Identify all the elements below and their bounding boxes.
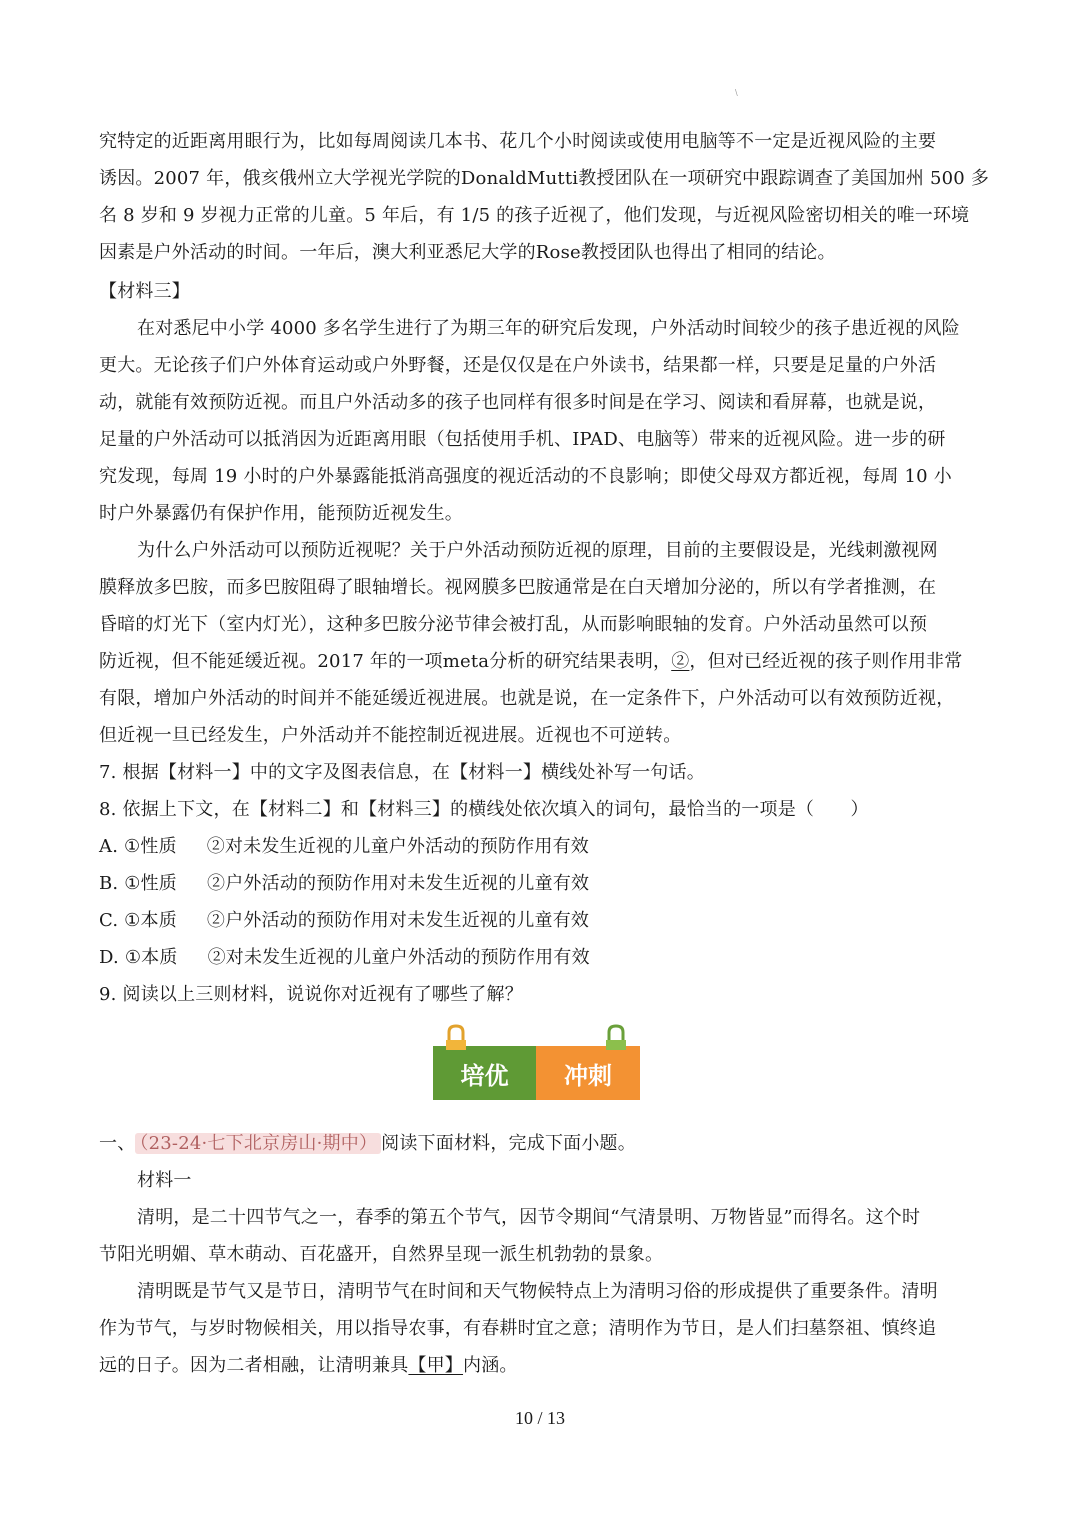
text-line: 清明既是节气又是节日，清明节气在时间和天气物候特点上为清明习俗的形成提供了重要条件。清明 <box>137 1281 938 1302</box>
question-9: 9. 阅读以上三则材料，说说你对近视有了哪些了解？ <box>99 984 523 1005</box>
option-a[interactable] <box>99 834 999 860</box>
option-letter: C. ①本质 <box>99 910 177 931</box>
text-line: 但近视一旦已经发生，户外活动并不能控制近视进展。近视也不可逆转。 <box>99 725 682 746</box>
text-line: 在对悉尼中小学 4000 多名学生进行了为期三年的研究后发现，户外活动时间较少的孩子患近视的风险 <box>137 318 960 339</box>
section-number: 一、 <box>99 1133 136 1154</box>
fill-blank-2: ② <box>671 651 690 672</box>
material3-heading: 【材料三】 <box>99 281 190 302</box>
option-text: ②对未发生近视的儿童户外活动的预防作用有效 <box>207 947 590 968</box>
option-letter: B. ①性质 <box>99 873 178 894</box>
text-line: 动，就能有效预防近视。而且户外活动多的孩子也同样有很多时间是在学习、阅读和看屏幕，也就是说， <box>99 392 937 413</box>
banner-right: 冲刺 <box>536 1046 640 1100</box>
page-number: 10 / 13 <box>514 1408 565 1428</box>
question-7: 7. 根据【材料一】中的文字及图表信息，在【材料一】横线处补写一句话。 <box>99 762 705 783</box>
text-line: 究特定的近距离用眼行为，比如每周阅读几本书、花几个小时阅读或使用电脑等不一定是近视风险的主要 <box>99 131 937 152</box>
text-segment: ，但对已经近视的孩子则作用非常 <box>689 651 963 672</box>
text-line: 为什么户外活动可以预防近视呢？关于户外活动预防近视的原理，目前的主要假设是，光线刺激视网 <box>137 540 938 561</box>
text-line: 究发现，每周 19 小时的户外暴露能抵消高强度的视近活动的不良影响；即使父母双方都近视，每周 10 小 <box>99 466 952 487</box>
section-banner <box>433 1040 640 1100</box>
option-letter: D. ①本质 <box>99 947 178 968</box>
text-line <box>99 1353 999 1379</box>
source-tag[interactable]: （23-24·七下北京房山·期中） <box>135 1133 381 1154</box>
paper-clip-icon <box>443 1024 469 1050</box>
option-text: ②户外活动的预防作用对未发生近视的儿童有效 <box>207 873 590 894</box>
text-segment: 内涵。 <box>463 1355 518 1376</box>
text-line: 作为节气，与岁时物候相关，用以指导农事，有春耕时宜之意；清明作为节日，是人们扫墓祭祖、慎终追 <box>99 1318 937 1339</box>
text-line: 时户外暴露仍有保护作用，能预防近视发生。 <box>99 503 463 524</box>
option-c[interactable] <box>99 908 999 934</box>
option-d[interactable] <box>99 945 999 971</box>
text-line: 昏暗的灯光下（室内灯光），这种多巴胺分泌节律会被打乱，从而影响眼轴的发育。户外活动虽然可以预 <box>99 614 928 635</box>
material-label: 材料一 <box>137 1170 192 1191</box>
option-letter: A. ①性质 <box>99 836 177 857</box>
option-text: ②户外活动的预防作用对未发生近视的儿童有效 <box>206 910 590 931</box>
question-8: 8. 依据上下文，在【材料二】和【材料三】的横线处依次填入的词句，最恰当的一项是（ ） <box>99 799 869 820</box>
header-mark: \ <box>735 88 738 97</box>
text-line: 足量的户外活动可以抵消因为近距离用眼（包括使用手机、IPAD、电脑等）带来的近视风险。进一步的研 <box>99 429 946 450</box>
text-line: 膜释放多巴胺，而多巴胺阻碍了眼轴增长。视网膜多巴胺通常是在白天增加分泌的，所以有学者推测，在 <box>99 577 937 598</box>
text-line: 名 8 岁和 9 岁视力正常的儿童。5 年后，有 1/5 的孩子近视了，他们发现，与近视风险密切相关的唯一环境 <box>99 205 970 226</box>
option-text: ②对未发生近视的儿童户外活动的预防作用有效 <box>206 836 589 857</box>
section-instruction: 阅读下面材料，完成下面小题。 <box>381 1133 636 1154</box>
text-segment: 防近视，但不能延缓近视。2017 年的一项meta分析的研究结果表明， <box>99 651 672 672</box>
text-line: 清明，是二十四节气之一，春季的第五个节气，因节令期间“气清景明、万物皆显”而得名。这个时 <box>137 1207 921 1228</box>
option-b[interactable] <box>99 871 999 897</box>
text-line <box>99 649 999 675</box>
text-line: 因素是户外活动的时间。一年后，澳大利亚悉尼大学的Rose教授团队也得出了相同的结论。 <box>99 242 836 263</box>
paper-clip-icon <box>603 1024 629 1050</box>
text-line: 诱因。2007 年，俄亥俄州立大学视光学院的DonaldMutti教授团队在一项研究中跟踪调查了美国加州 500 多 <box>99 168 990 189</box>
text-line: 有限，增加户外活动的时间并不能延缓近视进展。也就是说，在一定条件下，户外活动可以有效预防近视， <box>99 688 955 709</box>
text-line: 更大。无论孩子们户外体育运动或户外野餐，还是仅仅是在户外读书，结果都一样，只要是足量的户外活 <box>99 355 937 376</box>
fill-blank-jia: 【甲】 <box>408 1355 464 1376</box>
section-1-header <box>99 1131 999 1157</box>
text-line: 节阳光明媚、草木萌动、百花盛开，自然界呈现一派生机勃勃的景象。 <box>99 1244 664 1265</box>
banner-left: 培优 <box>433 1046 536 1100</box>
text-segment: 远的日子。因为二者相融，让清明兼具 <box>99 1355 409 1376</box>
